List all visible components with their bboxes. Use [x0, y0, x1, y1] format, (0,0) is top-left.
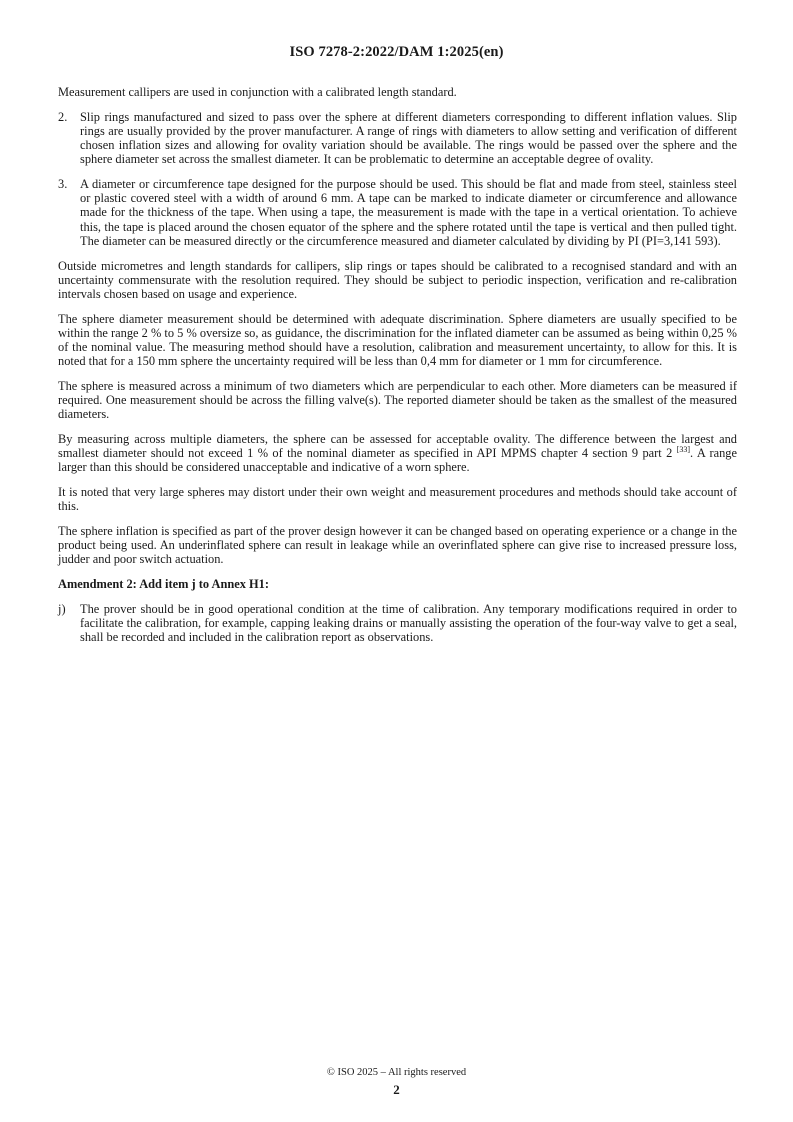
document-header: ISO 7278-2:2022/DAM 1:2025(en) — [289, 44, 504, 60]
item-text: The prover should be in good operational condition at the time of calibration. Any temporary modifications required in order to facilitate the calibration, for example, capping leaking drains or manually assisting the operation of the four-way valve to get a seal, shall be recorded and included in the calibration report as observations. — [80, 601, 737, 645]
page-number: 2 — [393, 1082, 400, 1097]
ovality-paragraph — [58, 432, 737, 475]
two-diameters-paragraph: The sphere is measured across a minimum of two diameters which are perpendicular to each other. More diameters can be measured if required. One measurement should be across the filling valve(s). The reported diameter should be taken as the smallest of the measured diameters. — [58, 378, 737, 422]
ovality-text-start: By measuring across multiple diameters, the sphere can be assessed for acceptable ovality. The difference between the largest and smallest diameter should not exceed 1 % of the nominal diameter as specified in API MPMS chapter 4 section 9 part 2 — [58, 432, 737, 461]
item-number: 2. — [58, 109, 68, 124]
numbered-item-2 — [58, 110, 737, 167]
ovality-text-end: . A range larger than this should be considered unacceptable and indicative of a worn sphere. — [58, 446, 738, 475]
reference-33[interactable]: [33] — [676, 445, 691, 455]
large-spheres-paragraph: It is noted that very large spheres may distort under their own weight and measurement procedures and methods should take account of this. — [58, 485, 737, 514]
amendment-heading: Amendment 2: Add item j to Annex H1: — [58, 577, 269, 592]
item-text: Slip rings manufactured and sized to pass over the sphere at different diameters corresponding to different inflation values. Slip rings are usually provided by the prover manufacturer. A range of rings with diameters to allow setting and verification of different chosen inflation sizes and allowing for ovality variation should be available. The rings would be passed over the sphere and the sphere diameter set across the smallest diameter. It can be problematic to determine an acceptable degree of ovality. — [80, 109, 737, 167]
numbered-item-3 — [58, 177, 737, 248]
item-label: j) — [58, 601, 66, 616]
item-text: A diameter or circumference tape designed for the purpose should be used. This should be flat and made from steel, stainless steel or plastic covered steel with a width of around 6 mm. A tape can be marked to indicate diameter or circumference and allowance made for the thickness of the tape. When using a tape, the measurement is made with the tape in a vertical orientation. To achieve this, the tape is placed around the chosen equator of the sphere and the sphere rotated until the tape is vertical and then pulled tight. The diameter can be measured directly or the circumference measured and diameter calculated by dividing by PI (PI=3,141 593). — [80, 177, 737, 248]
discrimination-paragraph: The sphere diameter measurement should be determined with adequate discrimination. Sphere diameters are usually specified to be within the range 2 % to 5 % oversize so, as guidance, the discrimination for the inflated diameter can be assumed as being within 0,25 % of the nominal value. The measuring method should have a resolution, calibration and measurement uncertainty, to allow for this. It is noted that for a 150 mm sphere the uncertainty required will be less than 0,4 mm for diameter or 1 mm for circumference. — [58, 311, 737, 369]
inflation-paragraph: The sphere inflation is specified as part of the prover design however it can be changed based on operating experience or a change in the product being used. An underinflated sphere can result in leakage while an overinflated sphere can give rise to increased pressure loss, judder and poor switch actuation. — [58, 524, 737, 567]
document-body — [58, 85, 737, 655]
lettered-item-j — [58, 602, 737, 645]
intro-paragraph: Measurement callipers are used in conjunction with a calibrated length standard. — [58, 85, 457, 99]
item-number: 3. — [58, 177, 68, 192]
calibration-paragraph: Outside micrometres and length standards for callipers, slip rings or tapes should be calibrated to a recognised standard and with an uncertainty commensurate with the resolution required. They should be subject to periodic inspection, verification and re-calibration intervals chosen based on usage and experience. — [58, 258, 737, 301]
copyright-footer: © ISO 2025 – All rights reserved — [326, 1067, 467, 1078]
